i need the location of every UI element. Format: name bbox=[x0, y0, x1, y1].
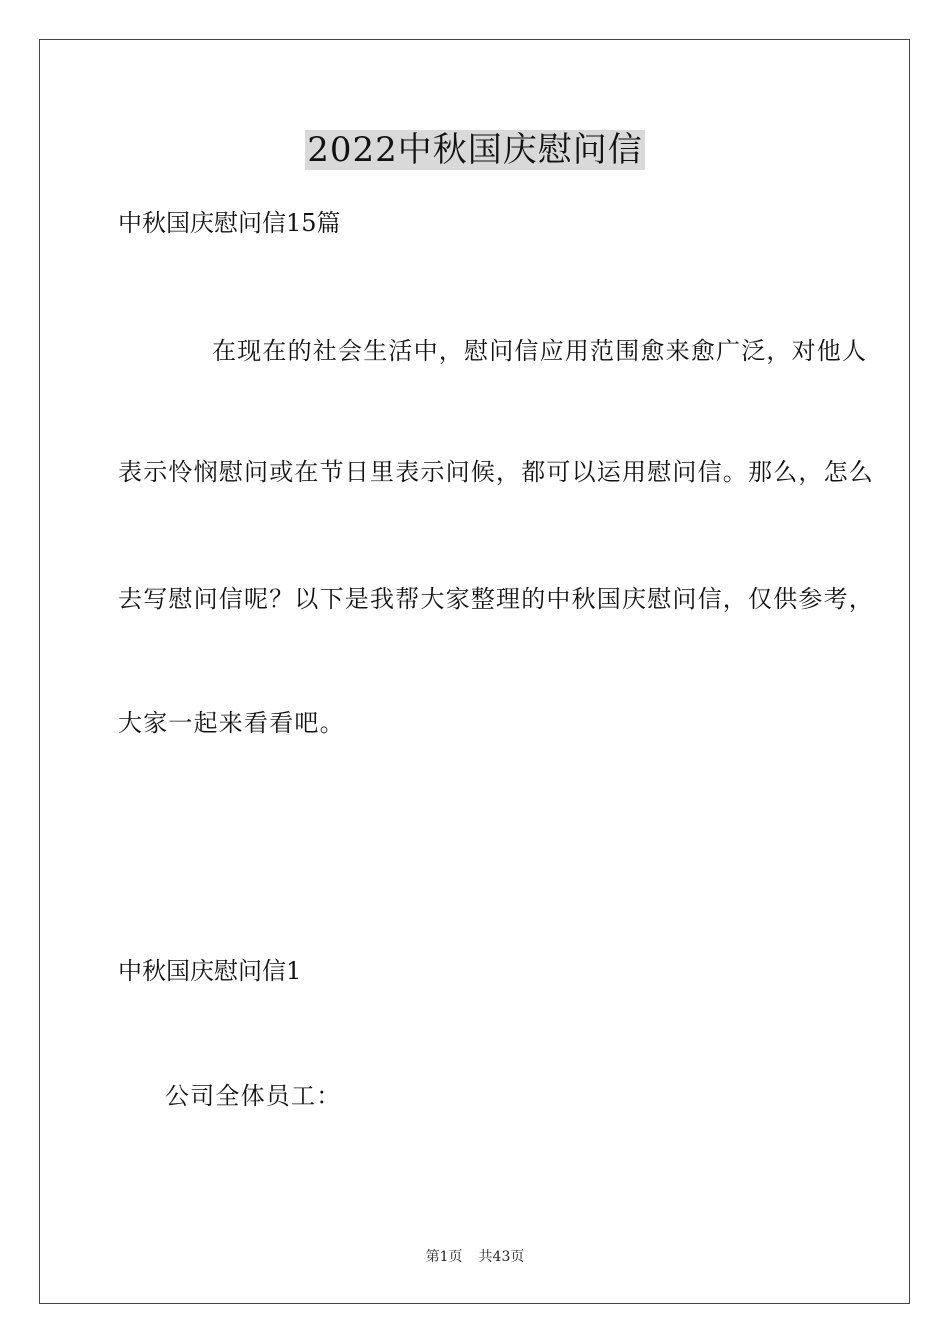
document-title bbox=[0, 128, 950, 172]
page-number: 第1页 bbox=[425, 1249, 463, 1265]
intro-line-3: 去写慰问信呢？以下是我帮大家整理的中秋国庆慰问信，仅供参考， bbox=[118, 585, 874, 613]
letter-salutation: 公司全体员工： bbox=[165, 1082, 342, 1110]
page-total: 共43页 bbox=[478, 1249, 525, 1265]
page-footer bbox=[0, 1248, 950, 1266]
intro-line-1: 在现在的社会生活中，慰问信应用范围愈来愈广泛，对他人 bbox=[212, 337, 868, 365]
document-title-text: 2022中秋国庆慰问信 bbox=[307, 130, 643, 170]
section-heading: 中秋国庆慰问信1 bbox=[118, 957, 302, 985]
intro-line-2: 表示怜悯慰问或在节日里表示问候，都可以运用慰问信。那么，怎么 bbox=[118, 458, 874, 486]
intro-line-4: 大家一起来看看吧。 bbox=[118, 709, 345, 737]
document-subtitle: 中秋国庆慰问信15篇 bbox=[118, 209, 341, 237]
